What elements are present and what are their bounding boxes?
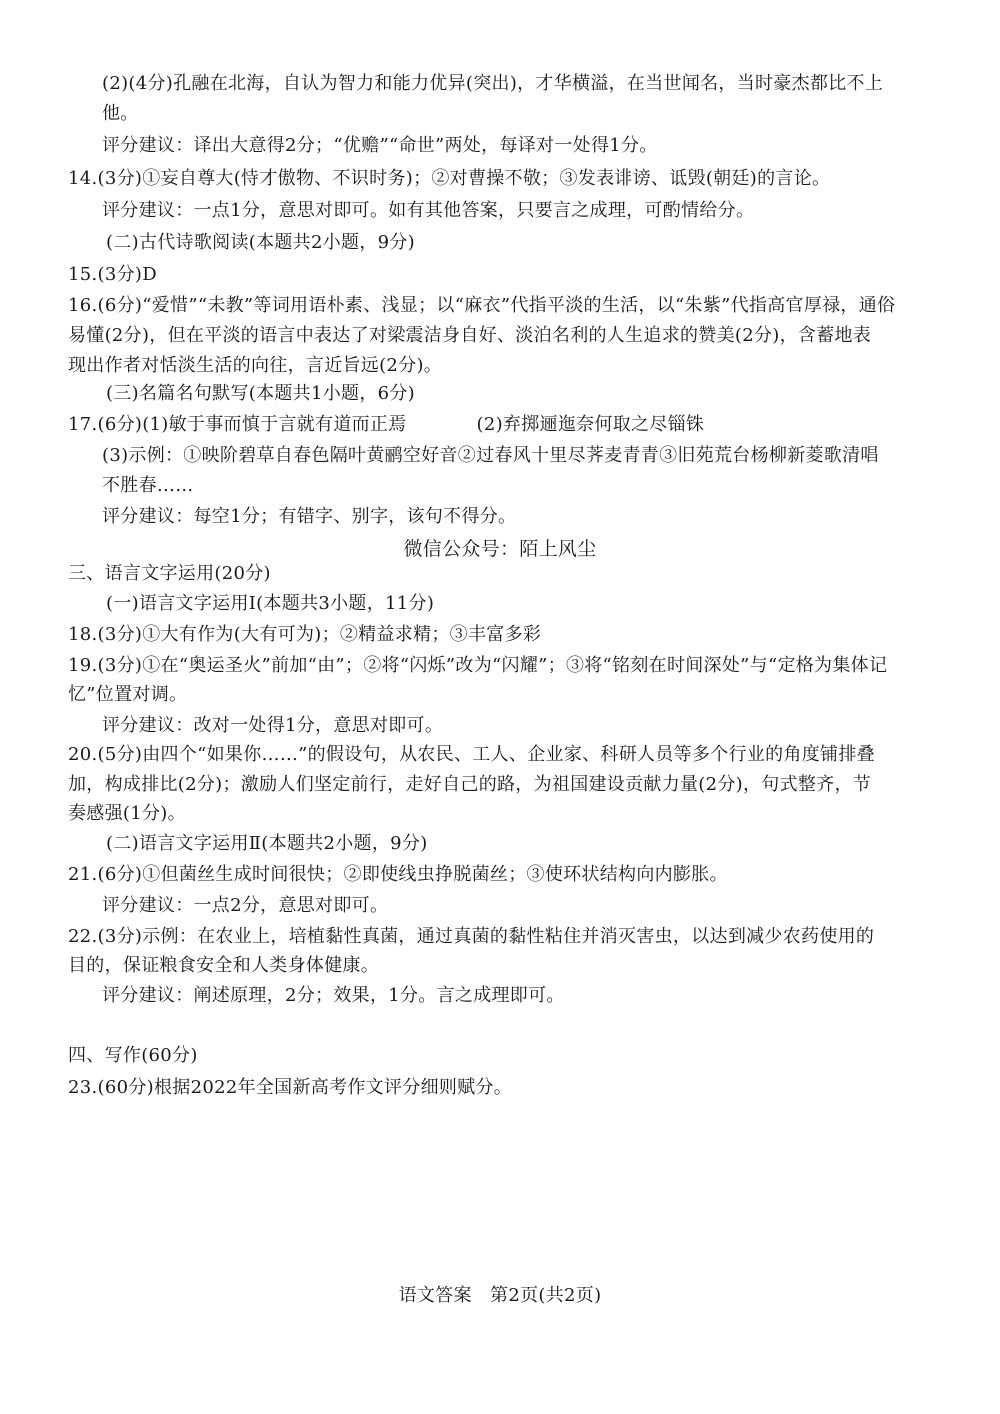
- scoring-note-17: 评分建议：每空1分；有错字、别字，该句不得分。: [102, 506, 517, 527]
- answer-17-line1: [68, 411, 704, 439]
- section-heading-poetry: (二)古代诗歌阅读(本题共2小题，9分): [106, 232, 415, 253]
- page-footer: 语文答案 第2页(共2页): [398, 1285, 602, 1306]
- answer-21: 21.(6分)①但菌丝生成时间很快；②即使线虫挣脱菌丝；③使环状结构向内膨胀。: [68, 864, 728, 885]
- answer-19-line1: 19.(3分)①在“奥运圣火”前加“由”；②将“闪烁”改为“闪耀”；③将“铭刻在时间深处”与“定格为集体记: [68, 655, 888, 676]
- scoring-note-13-2: 评分建议：译出大意得2分；“优赡”“命世”两处，每译对一处得1分。: [102, 135, 658, 156]
- answer-16-line2: 易懂(2分)，但在平淡的语言中表达了对梁震洁身自好、淡泊名利的人生追求的赞美(2分)，含蓄地表: [68, 325, 872, 346]
- section-heading-writing: 四、写作(60分): [68, 1045, 198, 1066]
- scoring-note-19: 评分建议：改对一处得1分，意思对即可。: [102, 715, 444, 736]
- answer-13-2-line1: (2)(4分)孔融在北海，自认为智力和能力优异(突出)，才华横溢，在当世闻名，当时豪杰都比不上: [102, 73, 884, 94]
- section-heading-language: 三、语言文字运用(20分): [68, 563, 271, 584]
- section-heading-recitation: (三)名篇名句默写(本题共1小题，6分): [106, 383, 415, 404]
- answer-14: 14.(3分)①妄自尊大(恃才傲物、不识时务)；②对曹操不敬；③发表诽谤、诋毁(朝廷)的言论。: [68, 168, 831, 189]
- answer-16-line1: 16.(6分)“爱惜”“未教”等词用语朴素、浅显；以“麻衣”代指平淡的生活，以“朱紫”代指高官厚禄，通俗: [68, 295, 896, 316]
- answer-16-line3: 现出作者对恬淡生活的向往，言近旨远(2分)。: [68, 355, 443, 376]
- scoring-note-22: 评分建议：阐述原理，2分；效果，1分。言之成理即可。: [102, 985, 565, 1006]
- answer-17-line2: (3)示例：①映阶碧草自春色隔叶黄鹂空好音②过春风十里尽荠麦青青③旧苑荒台杨柳新菱歌清唱: [102, 445, 879, 466]
- answer-18: 18.(3分)①大有作为(大有可为)；②精益求精；③丰富多彩: [68, 624, 542, 645]
- answer-15: 15.(3分)D: [68, 264, 157, 285]
- answer-22-line1: 22.(3分)示例：在农业上，培植黏性真菌，通过真菌的黏性粘住并消灭害虫，以达到减少农药使用的: [68, 926, 875, 947]
- watermark-text: 微信公众号：陌上风尘: [403, 538, 597, 560]
- subsection-heading-language-1: (一)语言文字运用Ⅰ(本题共3小题，11分): [106, 593, 435, 614]
- answer-20-line2: 加，构成排比(2分)；激励人们坚定前行，走好自己的路，为祖国建设贡献力量(2分)，句式整齐，节: [68, 774, 872, 795]
- answer-22-line2: 目的，保证粮食安全和人类身体健康。: [68, 955, 380, 976]
- answer-17-part1: 17.(6分)(1)敏于事而慎于言就有道而正焉: [68, 414, 407, 435]
- answer-20-line1: 20.(5分)由四个“如果你……”的假设句，从农民、工人、企业家、科研人员等多个行业的角度铺排叠: [68, 744, 875, 765]
- answer-23: 23.(60分)根据2022年全国新高考作文评分细则赋分。: [68, 1077, 513, 1098]
- answer-17-line3: 不胜春……: [102, 475, 194, 496]
- subsection-heading-language-2: (二)语言文字运用Ⅱ(本题共2小题，9分): [106, 833, 428, 854]
- answer-20-line3: 奏感强(1分)。: [68, 803, 186, 824]
- scoring-note-21: 评分建议：一点2分，意思对即可。: [102, 895, 389, 916]
- answer-13-2-line2: 他。: [102, 103, 139, 124]
- answer-17-part2: (2)弃掷逦迤奈何取之尽锱铢: [476, 414, 705, 435]
- scoring-note-14: 评分建议：一点1分，意思对即可。如有其他答案，只要言之成理，可酌情给分。: [102, 200, 755, 221]
- answer-19-line2: 忆”位置对调。: [68, 684, 188, 705]
